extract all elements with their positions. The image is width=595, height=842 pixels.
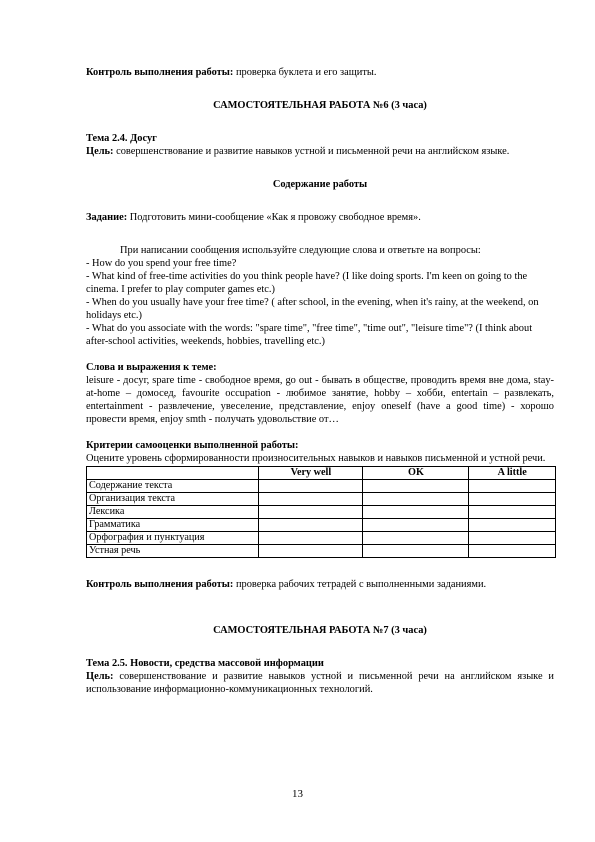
goal-label: Цель:	[86, 671, 114, 682]
self-assessment-table	[86, 466, 556, 558]
instructions-intro: При написании сообщения используйте следующие слова и ответьте на вопросы:	[120, 245, 481, 256]
table-cell	[469, 519, 556, 532]
table-row-label: Орфография и пунктуация	[87, 532, 259, 545]
table-row-label: Устная речь	[87, 545, 259, 558]
work6-goal	[86, 145, 554, 158]
control-text: проверка рабочих тетрадей с выполненными заданиями.	[233, 579, 487, 590]
table-row-label: Лексика	[87, 506, 259, 519]
question-3: - When do you usually have your free time? ( after school, in the evening, when it's rainy, at the weekend, on holidays etc.)	[86, 297, 539, 321]
goal-text: совершенствование и развитие навыков устной и письменной речи на английском языке и использование информационно-коммуникационных технологий.	[86, 671, 554, 695]
work7-goal	[86, 670, 554, 696]
table-header-a-little: A little	[469, 467, 556, 480]
goal-label: Цель:	[86, 146, 114, 157]
criteria-text: Оцените уровень сформированности произносительных навыков и навыков письменной и устной речи.	[86, 453, 546, 464]
question-1: - How do you spend your free time?	[86, 258, 237, 269]
question-2: - What kind of free-time activities do you think people have? (I like doing sports. I'm keen on going to the cinema. I prefer to play computer games etc.)	[86, 271, 528, 295]
table-row-label: Грамматика	[87, 519, 259, 532]
table-cell	[469, 545, 556, 558]
table-row	[87, 506, 556, 519]
table-cell	[259, 506, 363, 519]
table-cell	[259, 493, 363, 506]
table-row-label: Содержание текста	[87, 480, 259, 493]
table-cell	[259, 519, 363, 532]
table-cell	[259, 532, 363, 545]
page-number: 13	[292, 788, 303, 800]
table-header-row	[87, 467, 556, 480]
table-row	[87, 532, 556, 545]
task-text: Подготовить мини-сообщение «Как я провожу свободное время».	[127, 212, 421, 223]
table-cell	[469, 532, 556, 545]
table-cell	[363, 480, 469, 493]
control-label: Контроль выполнения работы:	[86, 67, 234, 78]
control-label: Контроль выполнения работы:	[86, 579, 234, 590]
table-cell	[469, 480, 556, 493]
table-cell	[363, 519, 469, 532]
task-label: Задание:	[86, 212, 128, 223]
work7-title: САМОСТОЯТЕЛЬНАЯ РАБОТА №7 (3 часа)	[213, 625, 427, 636]
question-4: - What do you associate with the words: "spare time", "free time", "time out", "leisure time"? (I think about after-school activities, weekends, hobbies, travelling etc.)	[86, 323, 533, 347]
goal-text: совершенствование и развитие навыков устной и письменной речи на английском языке.	[113, 146, 510, 157]
table-header-empty	[87, 467, 259, 480]
work6-title: САМОСТОЯТЕЛЬНАЯ РАБОТА №6 (3 часа)	[213, 100, 427, 111]
table-row-label: Организация текста	[87, 493, 259, 506]
table-row	[87, 519, 556, 532]
table-cell	[259, 480, 363, 493]
control-line-booklet	[86, 66, 554, 79]
words-heading: Слова и выражения к теме:	[86, 362, 217, 373]
table-cell	[259, 545, 363, 558]
task-line	[86, 211, 554, 224]
table-row	[87, 493, 556, 506]
table-cell	[469, 506, 556, 519]
page-content	[86, 66, 554, 696]
criteria-heading: Критерии самооценки выполненной работы:	[86, 440, 299, 451]
table-cell	[469, 493, 556, 506]
table-cell	[363, 545, 469, 558]
table-header-very-well: Very well	[259, 467, 363, 480]
words-text: leisure - досуг, spare time - свободное время, go out - бывать в обществе, проводить время вне дома, stay-at-home – домосед, favourite occupation - любимое занятие, hobby – хобби, entertain – развлекать, entertainment - развлечение, увеселение, представление, enjoy oneself (have a good time) - хорошо провести время, enjoy smth - получать удовольствие от…	[86, 375, 554, 425]
table-cell	[363, 532, 469, 545]
content-heading: Содержание работы	[272, 179, 368, 190]
control-text: проверка буклета и его защиты.	[233, 67, 377, 78]
table-cell	[363, 506, 469, 519]
control-line-workbooks	[86, 578, 554, 591]
table-row	[87, 545, 556, 558]
work6-topic: Тема 2.4. Досуг	[86, 133, 157, 144]
table-cell	[363, 493, 469, 506]
table-row	[87, 480, 556, 493]
work7-topic: Тема 2.5. Новости, средства массовой информации	[86, 658, 324, 669]
table-header-ok: OK	[363, 467, 469, 480]
